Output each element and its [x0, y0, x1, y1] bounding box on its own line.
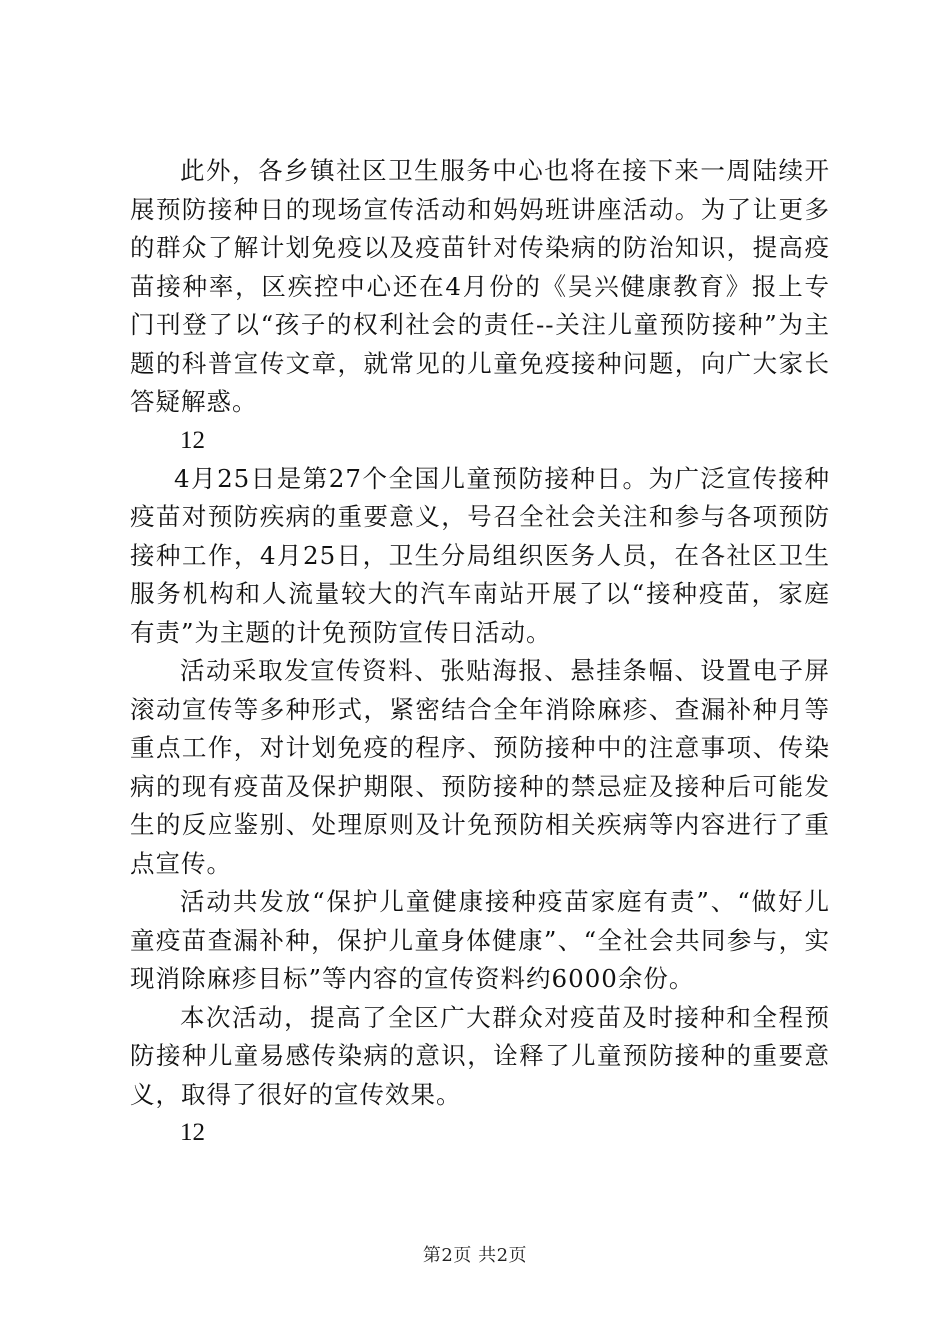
paragraph-materials-distributed: 活动共发放“保护儿童健康接种疫苗家庭有责”、“做好儿童疫苗查漏补种，保护儿童身体健康”、“全社会共同参与，实现消除麻疹目标”等内容的宣传资料约6000余份。: [130, 887, 830, 993]
document-body: [130, 152, 830, 1152]
paragraph-conclusion: 本次活动，提高了全区广大群众对疫苗及时接种和全程预防接种儿童易感传染病的意识，诠释了儿童预防接种的重要意义，取得了很好的宣传效果。: [130, 1002, 830, 1109]
stray-number: 12: [180, 426, 205, 454]
stray-number: 12: [180, 1119, 205, 1146]
paragraph-activity-forms: 活动采取发宣传资料、张贴海报、悬挂条幅、设置电子屏滚动宣传等多种形式，紧密结合全年消除麻疹、查漏补种月等重点工作，对计划免疫的程序、预防接种中的注意事项、传染病的现有疫苗及保护期限、预防接种的禁忌症及接种后可能发生的反应鉴别、处理原则及计免预防相关疾病等内容进行了重点宣传。: [130, 656, 830, 878]
paragraph-outreach-activities: 此外，各乡镇社区卫生服务中心也将在接下来一周陆续开展预防接种日的现场宣传活动和妈妈班讲座活动。为了让更多的群众了解计划免疫以及疫苗针对传染病的防治知识，提高疫苗接种率，区疾控中心还在4月份的《吴兴健康教育》报上专门刊登了以“孩子的权利社会的责任--关注儿童预防接种”为主题的科普宣传文章，就常见的儿童免疫接种问题，向广大家长答疑解惑。: [130, 156, 830, 416]
paragraph-vaccination-day: 4月25日是第27个全国儿童预防接种日。为广泛宣传接种疫苗对预防疾病的重要意义，号召全社会关注和参与各项预防接种工作，4月25日，卫生分局组织医务人员，在各社区卫生服务机构和人流量较大的汽车南站开展了以“接种疫苗，家庭有责”为主题的计免预防宣传日活动。: [130, 463, 830, 647]
page-footer: 第2页 共2页: [422, 1245, 528, 1266]
